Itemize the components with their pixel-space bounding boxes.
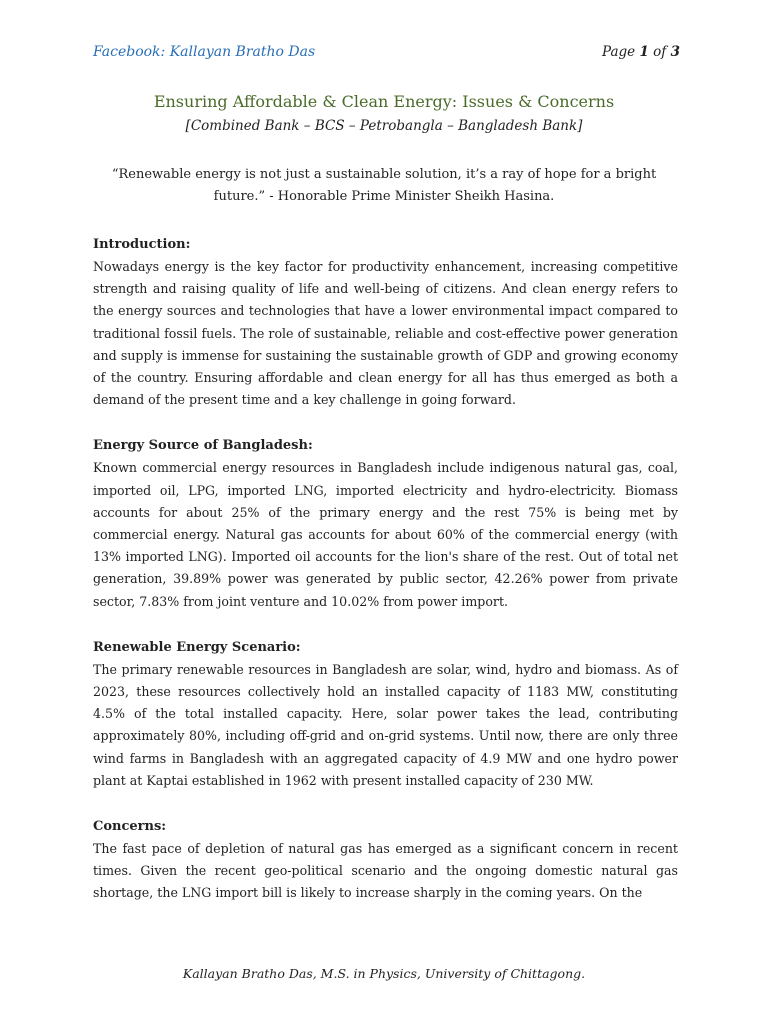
section-heading: Concerns: (93, 819, 167, 835)
header-source: Facebook: Kallayan Bratho Das (93, 44, 316, 60)
opening-quote: “Renewable energy is not just a sustainable solution, it’s a ray of hope for a bright future.” - Honorable Prime Minister Sheikh Hasina. (111, 167, 657, 204)
section-body: The primary renewable resources in Bangladesh are solar, wind, hydro and biomass. As of 2023, these resources collectively hold an installed capacity of 1183 MW, constituting 4.5% of the total installed capacity. Here, solar power takes the lead, contributing approximately 80%, including off-grid and on-grid systems. Until now, there are only three wind farms in Bangladesh with an aggregated capacity of 4.9 MW and one hydro power plant at Kaptai established in 1962 with present installed capacity of 230 MW. (93, 661, 678, 788)
document-body (93, 234, 678, 929)
section-heading: Renewable Energy Scenario: (93, 639, 301, 655)
page-word: Page (602, 44, 636, 60)
page-current: 1 (639, 44, 649, 60)
document-title: Ensuring Affordable & Clean Energy: Issues & Concerns (153, 92, 615, 111)
page-of: of (653, 44, 667, 60)
page-number (602, 44, 680, 60)
section-heading: Introduction: (93, 237, 191, 252)
section-body: Nowadays energy is the key factor for productivity enhancement, increasing competitive strength and raising quality of life and well-being of citizens. And clean energy refers to the energy sources and technologies that have a lower environmental impact compared to traditional fossil fuels. The role of sustainable, reliable and cost-effective power generation and supply is immense for sustaining the sustainable growth of GDP and growing economy of the country. Ensuring affordable and clean energy for all has thus emerged as both a demand of the present time and a key challenge in going forward. (93, 259, 678, 408)
section-concerns (93, 816, 678, 905)
section-introduction (93, 234, 678, 411)
section-body: Known commercial energy resources in Bangladesh include indigenous natural gas, coal, imported oil, LPG, imported LNG, imported electricity and hydro-electricity. Biomass accounts for about 25% of the primary energy and the rest 75% is being met by commercial energy. Natural gas accounts for about 60% of the commercial energy (with 13% imported LNG). Imported oil accounts for the lion's share of the rest. Out of total net generation, 39.89% power was generated by public sector, 42.26% power from private sector, 7.83% from joint venture and 10.02% from power import. (93, 460, 678, 609)
document-subtitle: [Combined Bank – BCS – Petrobangla – Bangladesh Bank] (185, 118, 583, 134)
section-body: The fast pace of depletion of natural gas has emerged as a significant concern in recent times. Given the recent geo-political scenario and the ongoing domestic natural gas shortage, the LNG import bill is likely to increase sharply in the coming years. On the (93, 841, 678, 901)
page-total: 3 (670, 44, 680, 60)
page-header (93, 44, 680, 64)
section-heading: Energy Source of Bangladesh: (93, 438, 313, 454)
page-footer: Kallayan Bratho Das, M.S. in Physics, University of Chittagong. (182, 966, 586, 981)
section-renewable-energy (93, 637, 678, 792)
section-energy-source (93, 435, 678, 612)
